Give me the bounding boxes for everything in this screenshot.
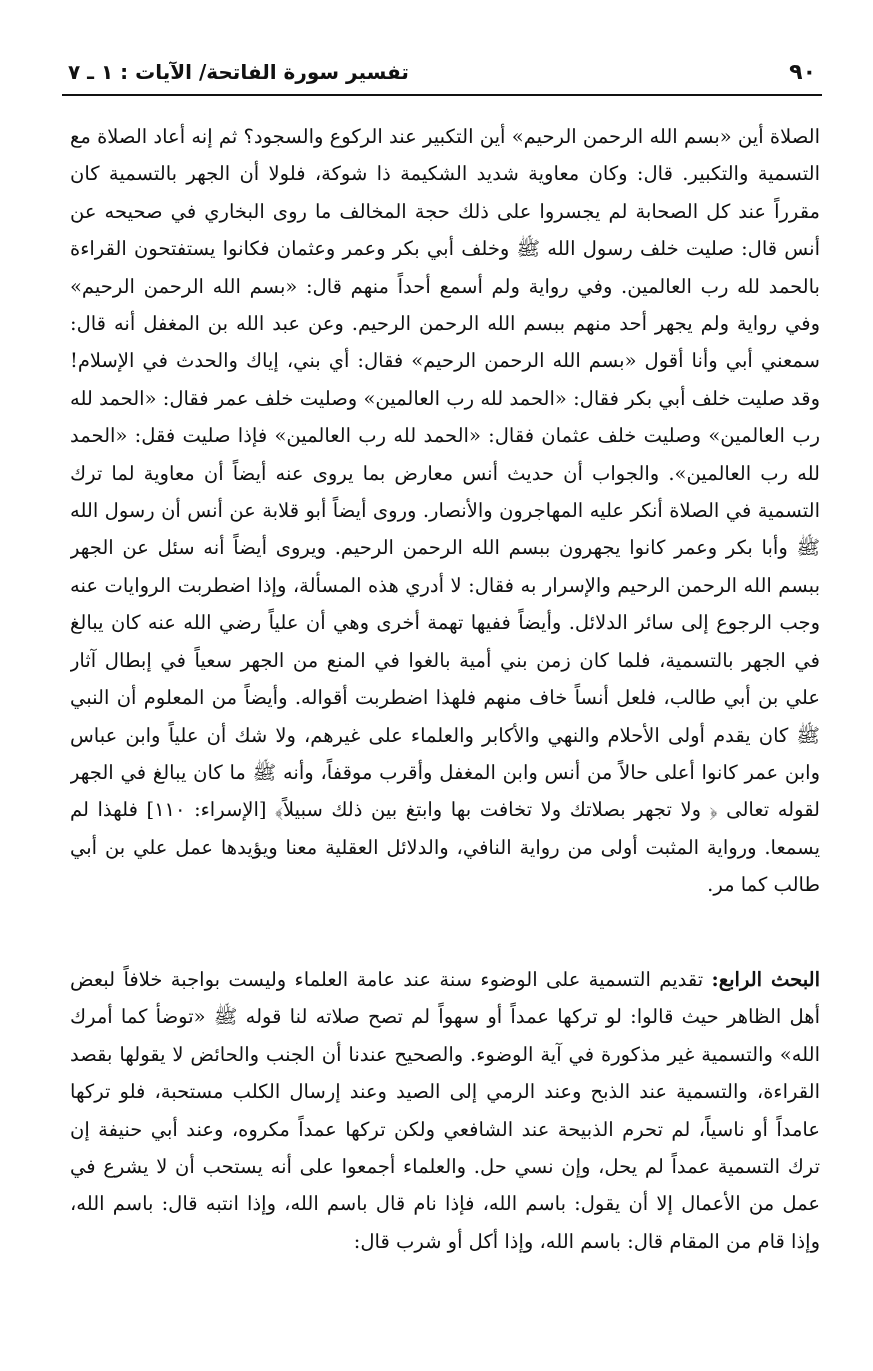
section-label: البحث الرابع: <box>711 968 820 991</box>
paragraph-1: الصلاة أين «بسم الله الرحمن الرحيم» أين التكبير عند الركوع والسجود؟ ثم إنه أعاد الصلاة مع التسمية والتكبير. قال: وكان معاوية شديد الشكيمة ذا شوكة، فلولا أن الجهر بالتسمية كان مقرراً عند كل الصحابة لم يجسروا على ذلك حجة المخالف ما روى البخاري في صحيحه عن أنس قال: صليت خلف رسول الله ﷺ وخلف أبي بكر وعمر وعثمان فكانوا يستفتحون القراءة بالحمد لله رب العالمين. وفي رواية ولم أسمع أحداً منهم قال: «بسم الله الرحمن الرحيم» وفي رواية ولم يجهر أحد منهم ببسم الله الرحمن الرحيم. وعن عبد الله بن المغفل أنه قال: سمعني أبي وأنا أقول «بسم الله الرحمن الرحيم» فقال: أي بني، إياك والحدث في الإسلام! وقد صليت خلف أبي بكر فقال: «الحمد لله رب العالمين» وصليت خلف عمر فقال: «الحمد لله رب العالمين» وصليت خلف عثمان فقال: «الحمد لله رب العالمين» فإذا صليت فقل: «الحمد لله رب العالمين». والجواب أن حديث أنس معارض بما يروى عنه أيضاً أن معاوية لما ترك التسمية في الصلاة أنكر عليه المهاجرون والأنصار. وروى أيضاً أبو قلابة عن أنس أن رسول الله ﷺ وأبا بكر وعمر كانوا يجهرون ببسم الله الرحمن الرحيم. ويروى أيضاً أنه سئل عن الجهر ببسم الله الرحمن الرحيم والإسرار به فقال: لا أدري هذه المسألة، وإذا اضطربت الروايات عنه وجب الرجوع إلى سائر الدلائل. وأيضاً ففيها تهمة أخرى وهي أن علياً رضي الله عنه كان يبالغ في الجهر بالتسمية، فلما كان زمن بني أمية بالغوا في المنع من الجهر سعياً في إبطال آثار علي بن أبي طالب، فلعل أنساً خاف منهم فلهذا اضطربت أقواله. وأيضاً من المعلوم أن النبي ﷺ كان يقدم أولى الأحلام والنهي والأكابر والعلماء على غيرهم، ولا شك أن علياً وابن عباس وابن عمر كانوا أعلى حالاً من أنس وابن المغفل وأقرب موقفاً، وأنه ﷺ ما كان يبالغ في الجهر لقوله تعالى ﴿ ولا تجهر بصلاتك ولا تخافت بها وابتغ بين ذلك سبيلاً﴾ [الإسراء: ١١٠] فلهذا لم يسمعا. ورواية المثبت أولى من رواية النافي، والدلائل العقلية معنا ويؤيدها عمل علي بن أبي طالب كما مر. <box>70 125 820 897</box>
page-number: ٩٠ <box>789 60 816 85</box>
running-title: تفسير سورة الفاتحة/ الآيات : ١ ـ ٧ <box>68 60 409 84</box>
paragraph-2 <box>70 961 820 1301</box>
page-body <box>70 118 820 1301</box>
page-header <box>62 56 822 96</box>
paragraph-2-text: تقديم التسمية على الوضوء سنة عند عامة العلماء وليست بواجبة خلافاً لبعض أهل الظاهر حيث قالوا: لو تركها عمداً أو سهواً لم تصح صلاته لنا قوله ﷺ «توضأ كما أمرك الله» والتسمية غير مذكورة في آية الوضوء. والصحيح عندنا أن الجنب والحائض لا يقولها بقصد القراءة، والتسمية عند الذبح وعند الرمي إلى الصيد وعند إرسال الكلب مستحبة، فلو تركها عامداً أو ناسياً، لم تحرم الذبيحة عند الشافعي ولكن تركها عمداً مكروه، وعند أبي حنيفة إن ترك التسمية عمداً لم يحل، وإن نسي حل. والعلماء أجمعوا على أنه يستحب أن لا يشرع في عمل من الأعمال إلا أن يقول: باسم الله، فإذا نام قال باسم الله، وإذا انتبه قال: باسم الله، وإذا قام من المقام قال: باسم الله، وإذا أكل أو شرب قال: <box>70 968 820 1253</box>
header-divider <box>62 94 822 96</box>
